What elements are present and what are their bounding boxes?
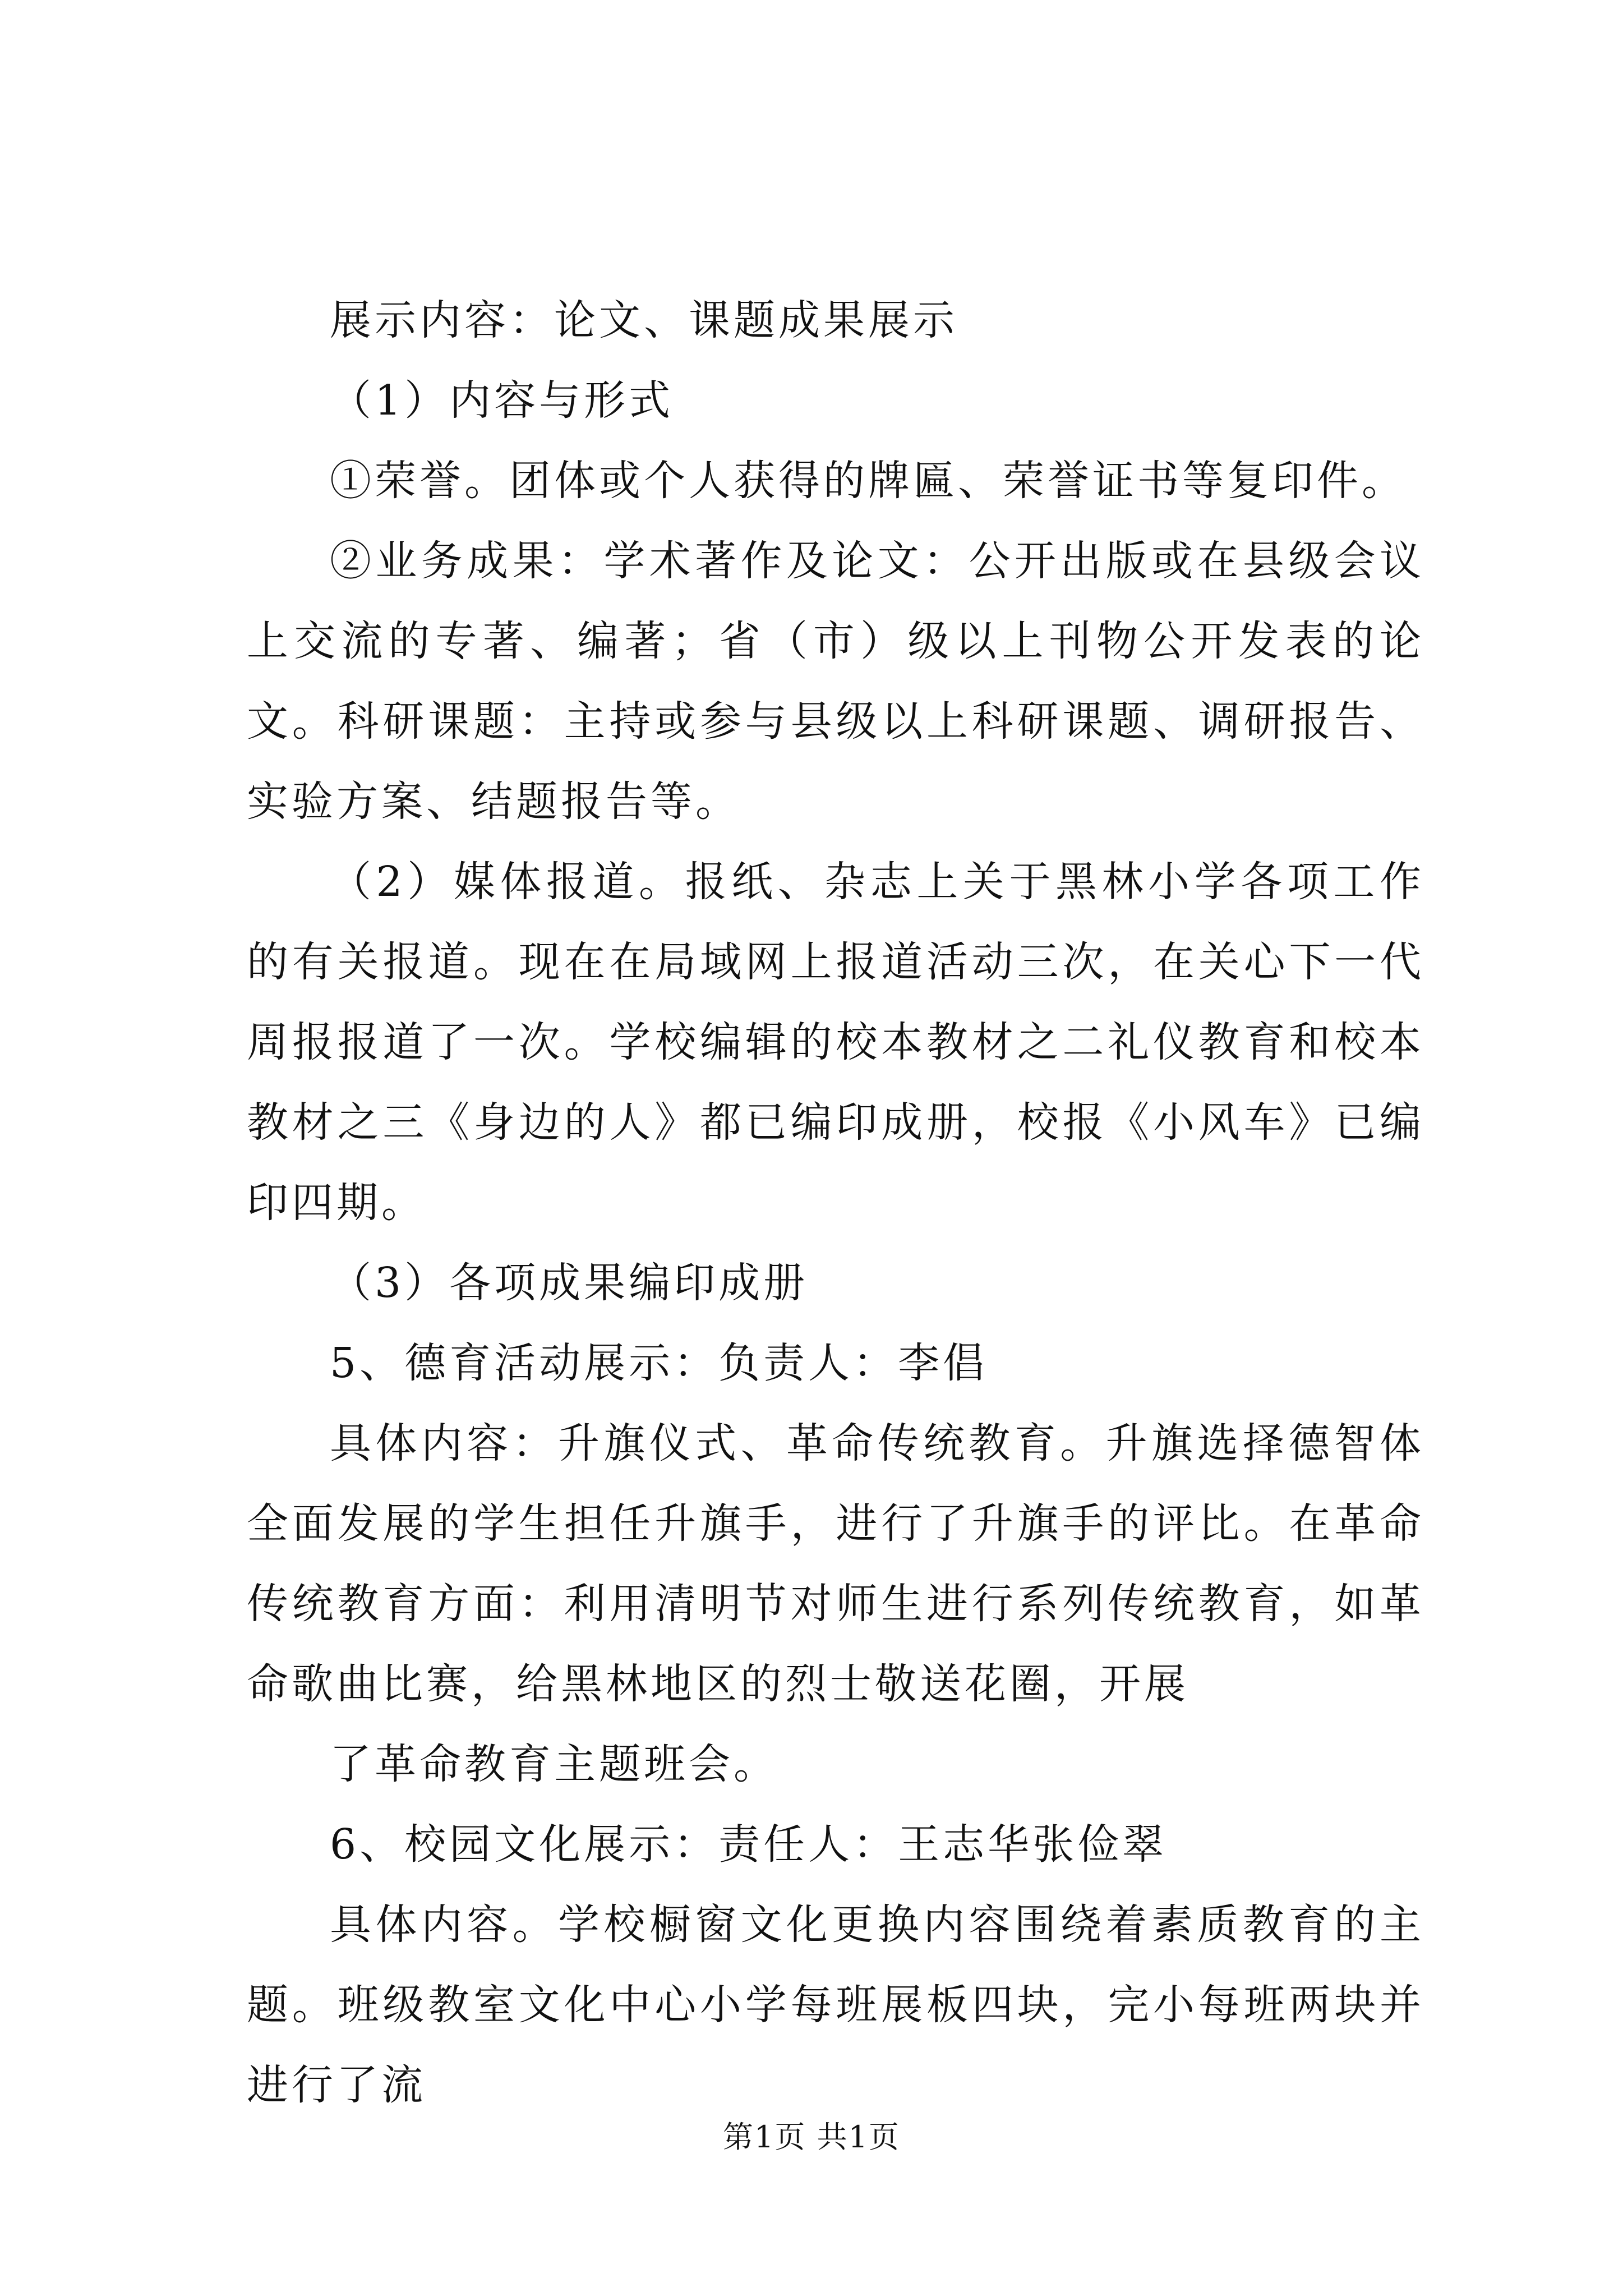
paragraph-theme-class-meeting: 了革命教育主题班会。 <box>330 1740 778 1788</box>
document-body <box>247 280 1424 2125</box>
paragraph-display-content: 展示内容：论文、课题成果展示 <box>330 296 958 344</box>
paragraph-content-and-form: （1）内容与形式 <box>330 376 674 425</box>
paragraph-media-reports: （2）媒体报道。报纸、杂志上关于黑林小学各项工作的有关报道。现在在局域网上报道活动三次，在关心下一代周报报道了一次。学校编辑的校本教材之二礼仪教育和校本教材之三《身边的人》都已编印成册，校报《小风车》已编印四期。 <box>247 858 1424 1227</box>
paragraph-campus-culture-heading: 6、校园文化展示：责任人：王志华张俭翠 <box>330 1820 1168 1869</box>
page-footer: 第1页 共1页 <box>723 2119 900 2155</box>
paragraph-campus-culture-content: 具体内容。学校橱窗文化更换内容围绕着素质教育的主题。班级教室文化中心小学每班展板四块，完小每班两块并进行了流 <box>247 1901 1424 2109</box>
paragraph-business-achievements: ②业务成果：学术著作及论文：公开出版或在县级会议上交流的专著、编著；省（市）级以上刊物公开发表的论文。科研课题：主持或参与县级以上科研课题、调研报告、实验方案、结题报告等。 <box>247 537 1424 826</box>
paragraph-compile-achievements: （3）各项成果编印成册 <box>330 1259 809 1307</box>
paragraph-moral-education-content: 具体内容：升旗仪式、革命传统教育。升旗选择德智体全面发展的学生担任升旗手，进行了升旗手的评比。在革命传统教育方面：利用清明节对师生进行系列传统教育，如革命歌曲比赛，给黑林地区的烈士敬送花圈，开展 <box>247 1419 1424 1708</box>
paragraph-honors: ①荣誉。团体或个人获得的牌匾、荣誉证书等复印件。 <box>330 457 1407 505</box>
paragraph-moral-education-heading: 5、德育活动展示：负责人：李倡 <box>330 1339 988 1387</box>
